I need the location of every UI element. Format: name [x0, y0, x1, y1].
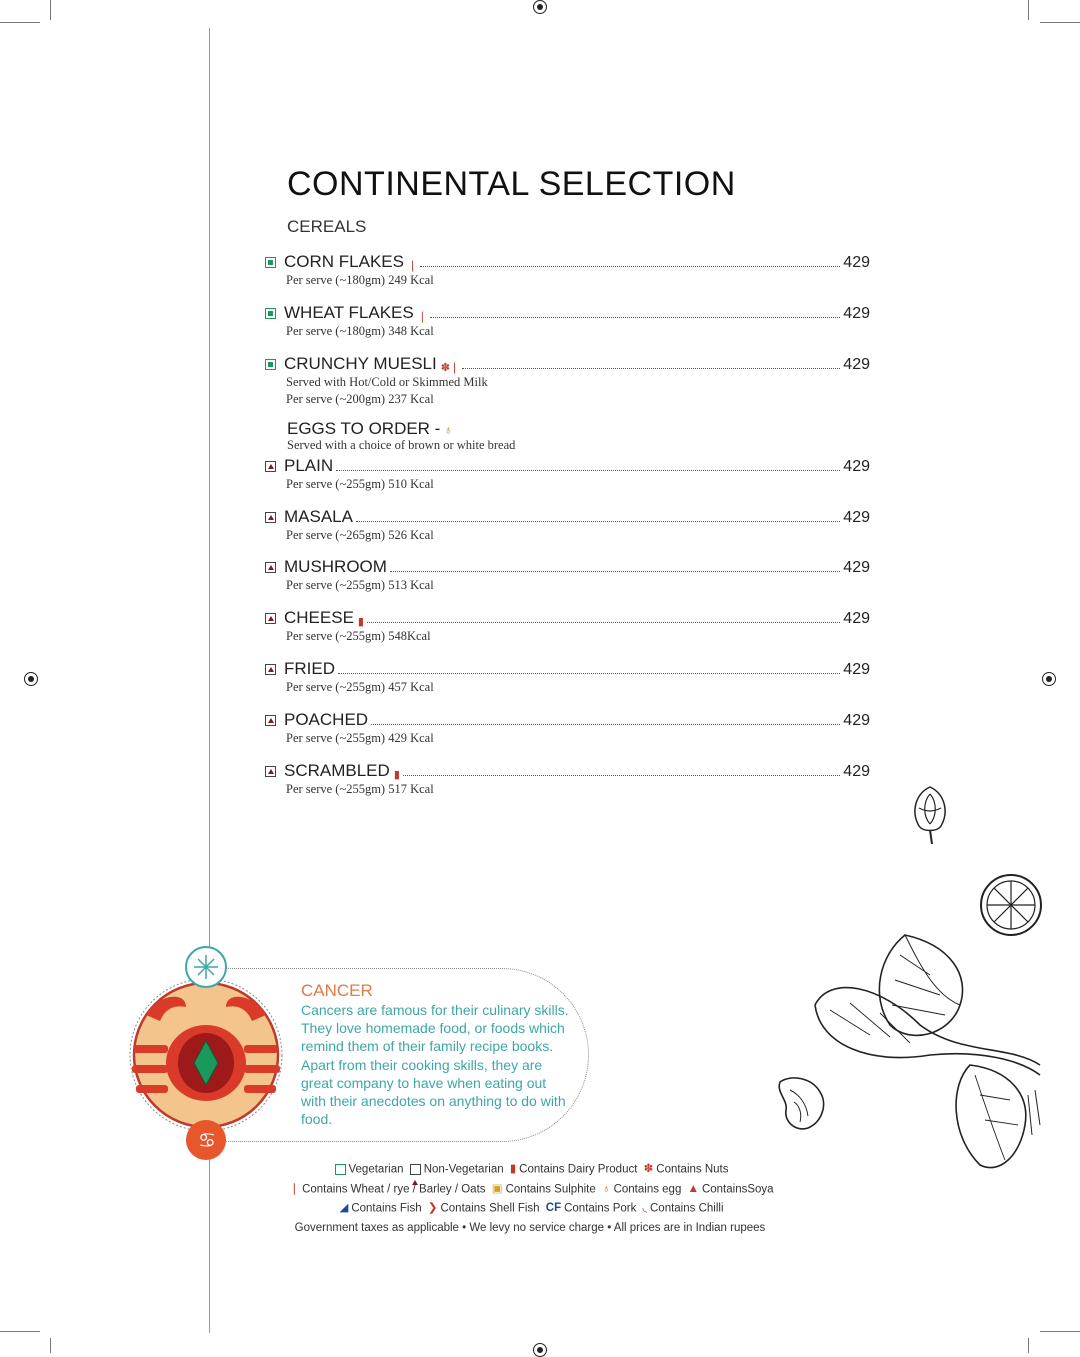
wheat-icon: ❘	[289, 1182, 300, 1195]
item-detail: Per serve (~255gm) 548Kcal	[286, 629, 431, 643]
menu-item	[265, 606, 870, 645]
leafy-greens-illustration	[810, 925, 1045, 1175]
vegetarian-icon	[265, 257, 276, 268]
menu-item	[265, 301, 870, 340]
registration-mark-top	[533, 0, 547, 14]
menu-item	[265, 505, 870, 544]
non-vegetarian-icon	[265, 562, 276, 573]
eggs-note: Served with a choice of brown or white bread	[287, 438, 516, 452]
item-detail: Per serve (~265gm) 526 Kcal	[286, 528, 434, 542]
nuts-icon: ✽	[643, 1163, 654, 1175]
non-vegetarian-icon	[265, 715, 276, 726]
vegetarian-icon	[265, 308, 276, 319]
soya-icon: ▲	[687, 1182, 699, 1195]
menu-item	[265, 708, 870, 747]
item-detail: Per serve (~255gm) 513 Kcal	[286, 578, 434, 592]
egg-icon: ♁	[440, 423, 453, 437]
artichoke-illustration	[905, 782, 955, 848]
non-vegetarian-icon	[265, 512, 276, 523]
registration-mark-bottom	[533, 1343, 547, 1357]
item-name: WHEAT FLAKES	[284, 303, 414, 322]
dairy-icon: ▮	[357, 615, 364, 628]
dairy-icon: ▮	[393, 768, 400, 781]
item-detail: Per serve (~200gm) 237 Kcal	[286, 392, 434, 406]
non-vegetarian-icon	[265, 766, 276, 777]
item-detail: Per serve (~180gm) 249 Kcal	[286, 273, 434, 287]
pork-icon: CF	[545, 1202, 562, 1215]
cancer-description: Cancers are famous for their culinary skills. They love homemade food, or foods which remind them of their family recipe books. Apart from their cooking skills, they are great company to have when eating out with their anecdotes on anything to do with food.	[301, 1002, 569, 1128]
item-detail: Per serve (~180gm) 348 Kcal	[286, 324, 434, 338]
non-vegetarian-icon	[265, 664, 276, 675]
cancer-title: CANCER	[301, 981, 373, 1000]
menu-item	[265, 250, 870, 289]
item-price: 429	[843, 305, 870, 322]
cancer-zodiac-symbol: ♋	[198, 1128, 216, 1152]
mushroom-illustration	[772, 1072, 838, 1134]
item-price: 429	[843, 763, 870, 780]
menu-item	[265, 759, 870, 798]
nuts-icon: ✽❘	[440, 361, 460, 374]
registration-mark-right	[1042, 672, 1056, 686]
item-name: CRUNCHY MUESLI	[284, 354, 437, 373]
item-price: 429	[843, 254, 870, 271]
item-detail: Per serve (~255gm) 517 Kcal	[286, 782, 434, 796]
wheat-icon: ❘	[407, 259, 418, 272]
non-vegetarian-icon	[265, 461, 276, 472]
wheat-icon: ❘	[417, 310, 427, 323]
page-title: CONTINENTAL SELECTION	[287, 165, 736, 203]
item-price: 429	[843, 356, 870, 373]
item-detail: Per serve (~255gm) 429 Kcal	[286, 731, 434, 745]
item-name: SCRAMBLED	[284, 761, 390, 780]
item-name: FRIED	[284, 659, 335, 678]
egg-icon: ♁	[601, 1182, 611, 1195]
item-name: POACHED	[284, 710, 369, 729]
item-price: 429	[843, 712, 870, 729]
registration-mark-left	[24, 672, 38, 686]
item-name: CHEESE	[284, 608, 354, 627]
chilli-icon: ◟	[642, 1202, 647, 1215]
non-vegetarian-icon	[410, 1164, 421, 1175]
item-name: PLAIN	[284, 456, 334, 475]
allergen-legend: Vegetarian Non-Vegetarian ▮ Contains Dairy Product ✽ Contains Nuts ❘ Contains Wheat / rye / Barley / Oats ▣ Contains Sulphite ♁ Contains egg ▲ ContainsSoya ◢ Contains Fish ❯ Contains Shell Fish CF Contains Pork ◟ Contains Chilli Government taxes as applicable • We levy no service charge • All prices are in Indian rupees	[250, 1160, 810, 1238]
menu-item	[265, 352, 870, 408]
item-name: CORN FLAKES	[284, 252, 404, 271]
item-detail: Per serve (~255gm) 510 Kcal	[286, 477, 434, 491]
section-heading-eggs: EGGS TO ORDER - ♁	[287, 419, 453, 438]
menu-item	[265, 454, 870, 493]
non-vegetarian-icon	[265, 613, 276, 624]
shellfish-icon: ❯	[427, 1202, 438, 1215]
item-detail: Served with Hot/Cold or Skimmed Milk	[286, 375, 488, 389]
sulphite-icon: ▣	[491, 1182, 503, 1195]
item-name: MASALA	[284, 507, 353, 526]
menu-item	[265, 657, 870, 696]
item-price: 429	[843, 610, 870, 627]
item-name: MUSHROOM	[284, 557, 387, 576]
item-detail: Per serve (~255gm) 457 Kcal	[286, 680, 434, 694]
fish-icon: ◢	[339, 1202, 349, 1215]
dairy-icon: ▮	[509, 1163, 517, 1175]
vegetarian-icon	[265, 359, 276, 370]
menu-item	[265, 555, 870, 594]
item-price: 429	[843, 509, 870, 526]
footer-note: Government taxes as applicable • We levy no service charge • All prices are in Indian rupees	[294, 1221, 766, 1234]
item-price: 429	[843, 458, 870, 475]
section-heading-cereals: CEREALS	[287, 217, 367, 236]
vegetarian-icon	[335, 1164, 346, 1175]
item-price: 429	[843, 559, 870, 576]
item-price: 429	[843, 661, 870, 678]
